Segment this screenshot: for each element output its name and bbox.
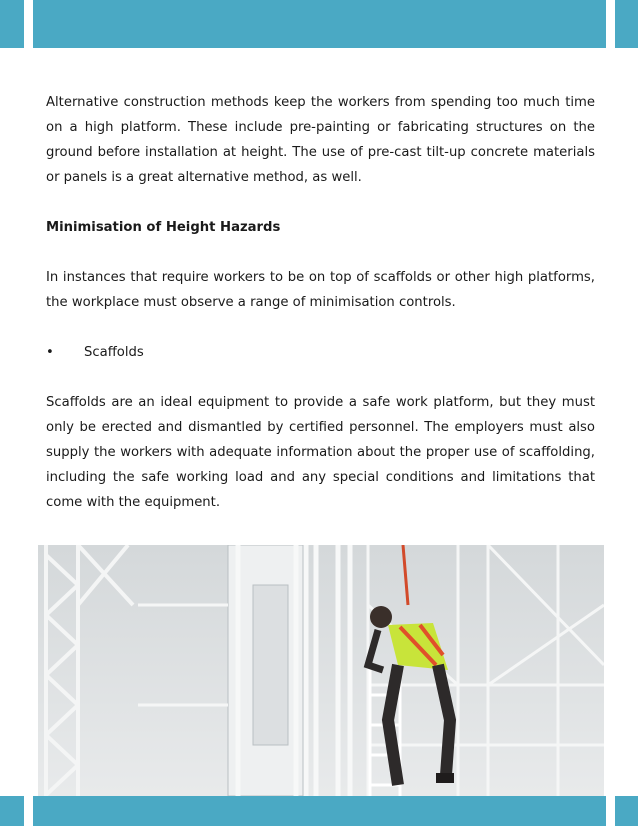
section-heading: Minimisation of Height Hazards — [46, 220, 281, 235]
bullet-item-scaffolds — [46, 340, 595, 365]
header-band-right — [615, 0, 638, 48]
document-body — [46, 90, 595, 565]
header-band — [0, 0, 638, 48]
header-band-left — [0, 0, 24, 48]
paragraph-alternative-methods: Alternative construction methods keep the workers from spending too much time on a high platform. These include pre-painting or fabricating structures on the ground before installation at height. The use of pre-cast tilt-up concrete materials or panels is a great alternative method, as well. — [46, 95, 595, 185]
footer-band — [0, 796, 638, 826]
scaffold-worker-photo — [38, 545, 604, 796]
footer-band-left — [0, 796, 24, 826]
bullet-label: Scaffolds — [84, 345, 144, 360]
footer-band-middle — [33, 796, 606, 826]
paragraph-scaffolds: Scaffolds are an ideal equipment to provide a safe work platform, but they must only be erected and dismantled by certified personnel. The employers must also supply the workers with adequate information about the proper use of scaffolding, including the safe working load and any special conditions and limitations that come with the equipment. — [46, 395, 595, 510]
bullet-icon: • — [46, 345, 54, 360]
footer-band-right — [615, 796, 638, 826]
paragraph-minimisation: In instances that require workers to be on top of scaffolds or other high platforms, the workplace must observe a range of minimisation controls. — [46, 270, 595, 310]
header-band-middle — [33, 0, 606, 48]
